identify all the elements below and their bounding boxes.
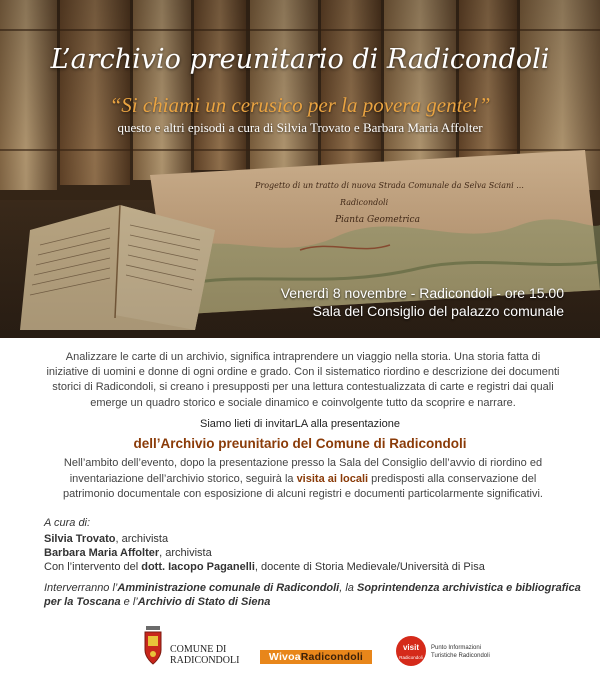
- logo-row: [0, 624, 600, 674]
- visit-word: visit: [402, 643, 419, 652]
- wivoa-logo: [260, 650, 372, 664]
- visit-badge-icon: [396, 636, 426, 666]
- person-role: , archivista: [115, 533, 169, 545]
- subtitle-quote: “Si chiami un cerusico per la povera gente!”: [109, 93, 491, 117]
- visit-line2: Turistiche Radicondoli: [431, 653, 490, 659]
- page-title: L’archivio preunitario di Radicondoli: [50, 44, 550, 75]
- guest-prefix: Con l’intervento del: [44, 561, 142, 573]
- curators-line: questo e altri episodi a cura di Silvia Trovato e Barbara Maria Affolter: [117, 120, 483, 135]
- event-description-part: Nell’ambito dell’evento, dopo la presentazione presso la Sala del Consiglio dell’avvio di riordino ed inventariazione dell’archivio storico, seguirà la: [63, 457, 543, 485]
- event-description: [44, 456, 562, 503]
- invite-line: Siamo lieti di invitarLA alla presentazione: [200, 418, 400, 430]
- partner-name: Amministrazione comunale di Radicondoli: [117, 582, 340, 594]
- credit-guest: [44, 560, 584, 574]
- comune-logo: [142, 624, 262, 670]
- wivoa-part: Wivoa: [268, 651, 301, 663]
- event-description-part: predisposti alla conservazione del patrimonio documentale con esposizione di alcuni registri e documenti particolarmente significativi.: [63, 472, 543, 500]
- visit-line1: Punto Informazioni: [431, 645, 482, 651]
- comune-line1: COMUNE DI: [170, 644, 227, 655]
- hero-banner: [0, 0, 600, 338]
- invite-title: dell’Archivio preunitario del Comune di Radicondoli: [133, 436, 467, 451]
- person-name: Silvia Trovato: [44, 533, 116, 545]
- event-date: Venerdì 8 novembre - Radicondoli - ore 15.00: [280, 285, 564, 301]
- guest-role: , docente di Storia Medievale/Università di Pisa: [254, 561, 485, 573]
- visit-sub: Radicondoli: [399, 655, 423, 660]
- comune-line2: RADICONDOLI: [170, 655, 240, 666]
- partners-text: , la: [339, 582, 357, 594]
- visit-highlight: visita ai locali: [296, 472, 369, 485]
- wivoa-part: Radicondoli: [300, 651, 364, 663]
- person-role: , archivista: [159, 547, 212, 559]
- visit-logo: [396, 636, 516, 672]
- partner-name: Archivio di Stato di Siena: [137, 596, 271, 608]
- credit-person: [44, 532, 584, 546]
- partners-line: [44, 581, 584, 609]
- credit-person: [44, 546, 584, 560]
- credits-heading: A cura di:: [44, 517, 91, 529]
- event-place: Sala del Consiglio del palazzo comunale: [312, 303, 564, 319]
- partner-name: Soprintendenza archivistica e bibliografica per la Toscana: [44, 582, 581, 608]
- guest-name: dott. Iacopo Paganelli: [141, 561, 255, 573]
- crest-icon: [142, 624, 164, 666]
- partners-text: e l’: [120, 596, 138, 608]
- credits-block: [44, 516, 584, 574]
- intro-paragraph: Analizzare le carte di un archivio, significa intraprendere un viaggio nella storia. Una storia fatta di iniziative di uomini e donne di ogni ordine e grado. Con il sistematico riordino e descrizione dei documenti storici di Radicondoli, si creano i presupposti per una lettura contestualizzata di carte e registri dai quali emerge un quadro storico e sociale dinamico e coinvolgente tutto da scoprire e narrare.: [46, 351, 560, 409]
- person-name: Barbara Maria Affolter: [44, 547, 160, 559]
- partners-text: Interverranno l’: [44, 582, 118, 594]
